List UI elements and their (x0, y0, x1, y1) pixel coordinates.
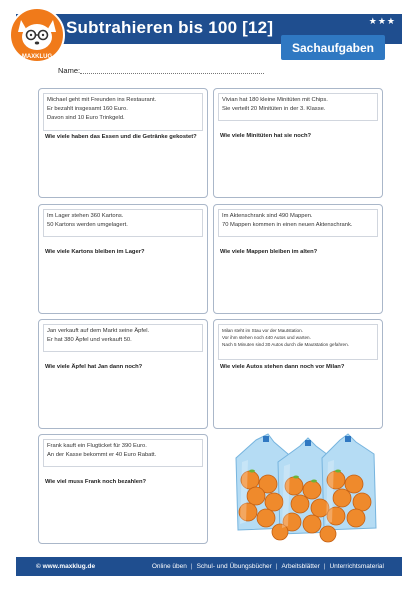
task-question: Wie viele haben das Essen und die Getränke gekostet? (45, 134, 197, 140)
task-question: Wie viele Minitüten hat sie noch? (220, 133, 312, 139)
task-story: Michael geht mit Freunden ins Restaurant. Er bezahlt insgesamt 160 Euro. Davon sind 10 Euro Trinkgeld. (43, 93, 203, 131)
footer-bar (16, 557, 402, 576)
difficulty-stars: ★★★ (368, 16, 396, 26)
task-card-4 (213, 204, 383, 314)
task-story: Frank kauft ein Flugticket für 390 Euro. An der Kasse bekommt er 40 Euro Rabatt. (43, 439, 203, 467)
task-question: Wie viele Autos stehen dann noch vor Milan? (220, 364, 345, 370)
task-question: Wie viel muss Frank noch bezahlen? (45, 479, 147, 485)
task-story: Jan verkauft auf dem Markt seine Äpfel. Er hat 380 Äpfel und verkauft 50. (43, 324, 203, 352)
page-title: Subtrahieren bis 100 [12] (66, 18, 274, 37)
footer-link-books[interactable]: Schul- und Übungsbücher (196, 563, 272, 570)
footer-site[interactable]: © www.maxklug.de (36, 563, 96, 570)
name-label: Name: (58, 66, 81, 75)
task-card-5 (38, 319, 208, 429)
task-story: Milan steht im Stau vor der Mautstation. Vor ihm stehen noch 440 Autos und warten. Nach 5 Minuten sind 30 Autos durch die Mautstation gefahren. (218, 324, 378, 360)
footer-separator: | (275, 563, 278, 570)
task-card-1 (38, 88, 208, 198)
apple-bags-illustration (228, 432, 388, 544)
logo-text: MAXKLUG (21, 54, 53, 60)
footer-link-worksheets[interactable]: Arbeitsblätter (281, 563, 320, 570)
footer-separator: | (190, 563, 193, 570)
task-card-2 (213, 88, 383, 198)
footer-link-material[interactable]: Unterrichtsmaterial (329, 563, 384, 570)
maxklug-logo (8, 6, 66, 64)
task-card-3 (38, 204, 208, 314)
task-question: Wie viele Kartons bleiben im Lager? (45, 249, 145, 255)
category-badge: Sachaufgaben (281, 35, 385, 60)
footer-links (152, 563, 384, 570)
task-story: Vivian hat 180 kleine Minitüten mit Chips. Sie verteilt 20 Minitüten in der 3. Klasse. (218, 93, 378, 121)
task-story: Im Aktenschrank sind 490 Mappen. 70 Mappen kommen in einen neuen Aktenschrank. (218, 209, 378, 237)
task-question: Wie viele Mappen bleiben im alten? (220, 249, 318, 255)
footer-link-online[interactable]: Online üben (151, 563, 187, 570)
task-card-6 (213, 319, 383, 429)
task-question: Wie viele Äpfel hat Jan dann noch? (45, 364, 143, 370)
name-input-line[interactable] (80, 73, 264, 74)
footer-separator: | (323, 563, 326, 570)
task-story: Im Lager stehen 360 Kartons. 50 Kartons werden umgelagert. (43, 209, 203, 237)
task-card-7 (38, 434, 208, 544)
